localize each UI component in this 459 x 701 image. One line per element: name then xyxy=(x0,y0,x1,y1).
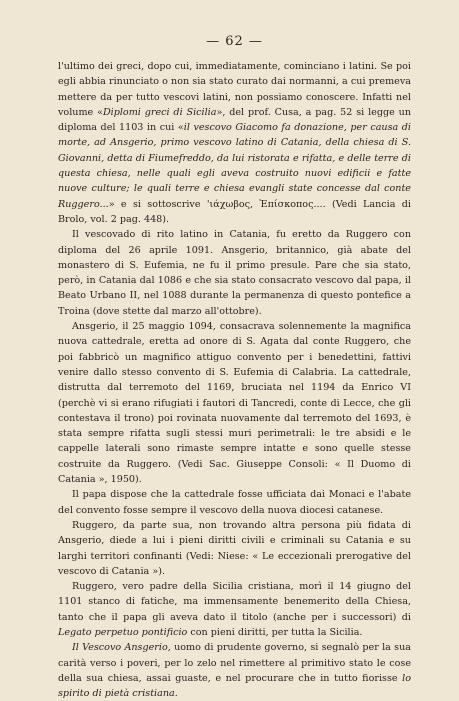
p7-text-b: uomo di prudente governo, si segnalò per la sua carità verso i poveri, per lo zelo nel rimettere al primitivo stato le cose della sua chiesa, assai guaste, e nel procurare che in tutto fiorisse xyxy=(58,642,411,684)
page-number: — 62 — xyxy=(206,34,263,49)
p1-book-title: Diplomi greci di Sicilia xyxy=(102,106,217,118)
p1-quote: il vescovo Giacomo fa donazione, per causa di morte, ad Ansgerio, primo vescovo latino di Catania, della chiesa di S. Giovanni, detta di Fiumefreddo, da lui ristorata e rifatta, e delle terre di questa chiesa, nelle quali egli aveva costruito nuovi edificii e fatte nuove culture; le quali terre e chiesa evangli state concesse dal conte Ruggero... xyxy=(58,122,411,210)
paragraph-3: Ansgerio, il 25 maggio 1094, consacrava solennemente la magnifica nuova cattedrale, eretta ad onore di S. Agata dal conte Ruggero, che poi fabbricò un magnifico attiguo convento per i benedettini, fattivi venire dallo stesso convento di S. Eufemia di Calabria. La cattedrale, distrutta dal terremoto del 1169, bruciata nel 1194 da Enrico VI (perchè vi si erano rifugiati i fautori di Tancredi, conte di Lecce, che gli contestava il trono) poi rovinata nuovamente dal terremoto del 1693, è stata sempre rifatta sugli stessi muri perimetrali: le tre absidi e le cappelle laterali sono rimaste sempre intatte e sono quelle stesse costruite da Ruggero. (Vedi Sac. Giuseppe Consoli: « Il Duomo di Catania », 1950). xyxy=(58,321,411,486)
p6-text-a: Ruggero, vero padre della Sicilia cristiana, morì il 14 giugno del 1101 stanco di fatiche, ma immensamente benemerito della Chiesa, tanto che il papa gli aveva dato il titolo (anche per i successori) di xyxy=(58,581,411,623)
paragraph-2: Il vescovado di rito latino in Catania, fu eretto da Ruggero con diploma del 26 aprile 1091. Ansgerio, britannico, già abate del monastero di S. Eufemia, ne fu il primo presule. Pare che sia stato, però, in Catania dal 1086 e che sia stato consacrato vescovo dal papa, il Beato Urbano II, nel 1088 durante la permanenza di questo pontefice a Troina (dove stette dal marzo all'ottobre). xyxy=(58,229,411,317)
paragraph-6 xyxy=(58,579,411,640)
p1-text-c: », del prof. Cusa, a pag. 52 si legge un diploma del 1103 in cui « xyxy=(58,106,412,134)
p1-text-a: l'ultimo dei greci, dopo cui, immediatamente, cominciano i latini. Se poi egli abbia rinunciato o non sia stato curato dai normanni, a cui premeva mettere da per tutto vescovi latini, non possiamo conoscere. Infatti nel volume « xyxy=(58,61,411,118)
body-text xyxy=(58,59,411,701)
p6-text-c: con pieni diritti, per tutta la Sicilia. xyxy=(187,626,363,638)
p1-text-e: » e si sottoscrive 'ιάχωβος, Ἐπίσκοπος.... (Vedi Lancia di Brolo, vol. 2 pag. 448). xyxy=(58,198,411,225)
p7-heading: Il Vescovo Ansgerio, xyxy=(72,642,171,654)
paragraph-5: Ruggero, da parte sua, non trovando altra persona più fidata di Ansgerio, diede a lui i pieni diritti civili e criminali su Catania e su larghi territori confinanti (Vedi: Niese: « Le eccezionali prerogative del vescovo di Catania »). xyxy=(58,519,411,577)
paragraph-7 xyxy=(58,640,411,701)
p6-title: Legato perpetuo pontificio xyxy=(58,626,188,638)
paragraph-1 xyxy=(58,59,411,227)
paragraph-4: Il papa dispose che la cattedrale fosse ufficiata dai Monaci e l'abate del convento fosse sempre il vescovo della nuova diocesi catanese. xyxy=(58,489,411,516)
p7-text-c: lo spirito di pietà cristiana. xyxy=(58,672,411,700)
